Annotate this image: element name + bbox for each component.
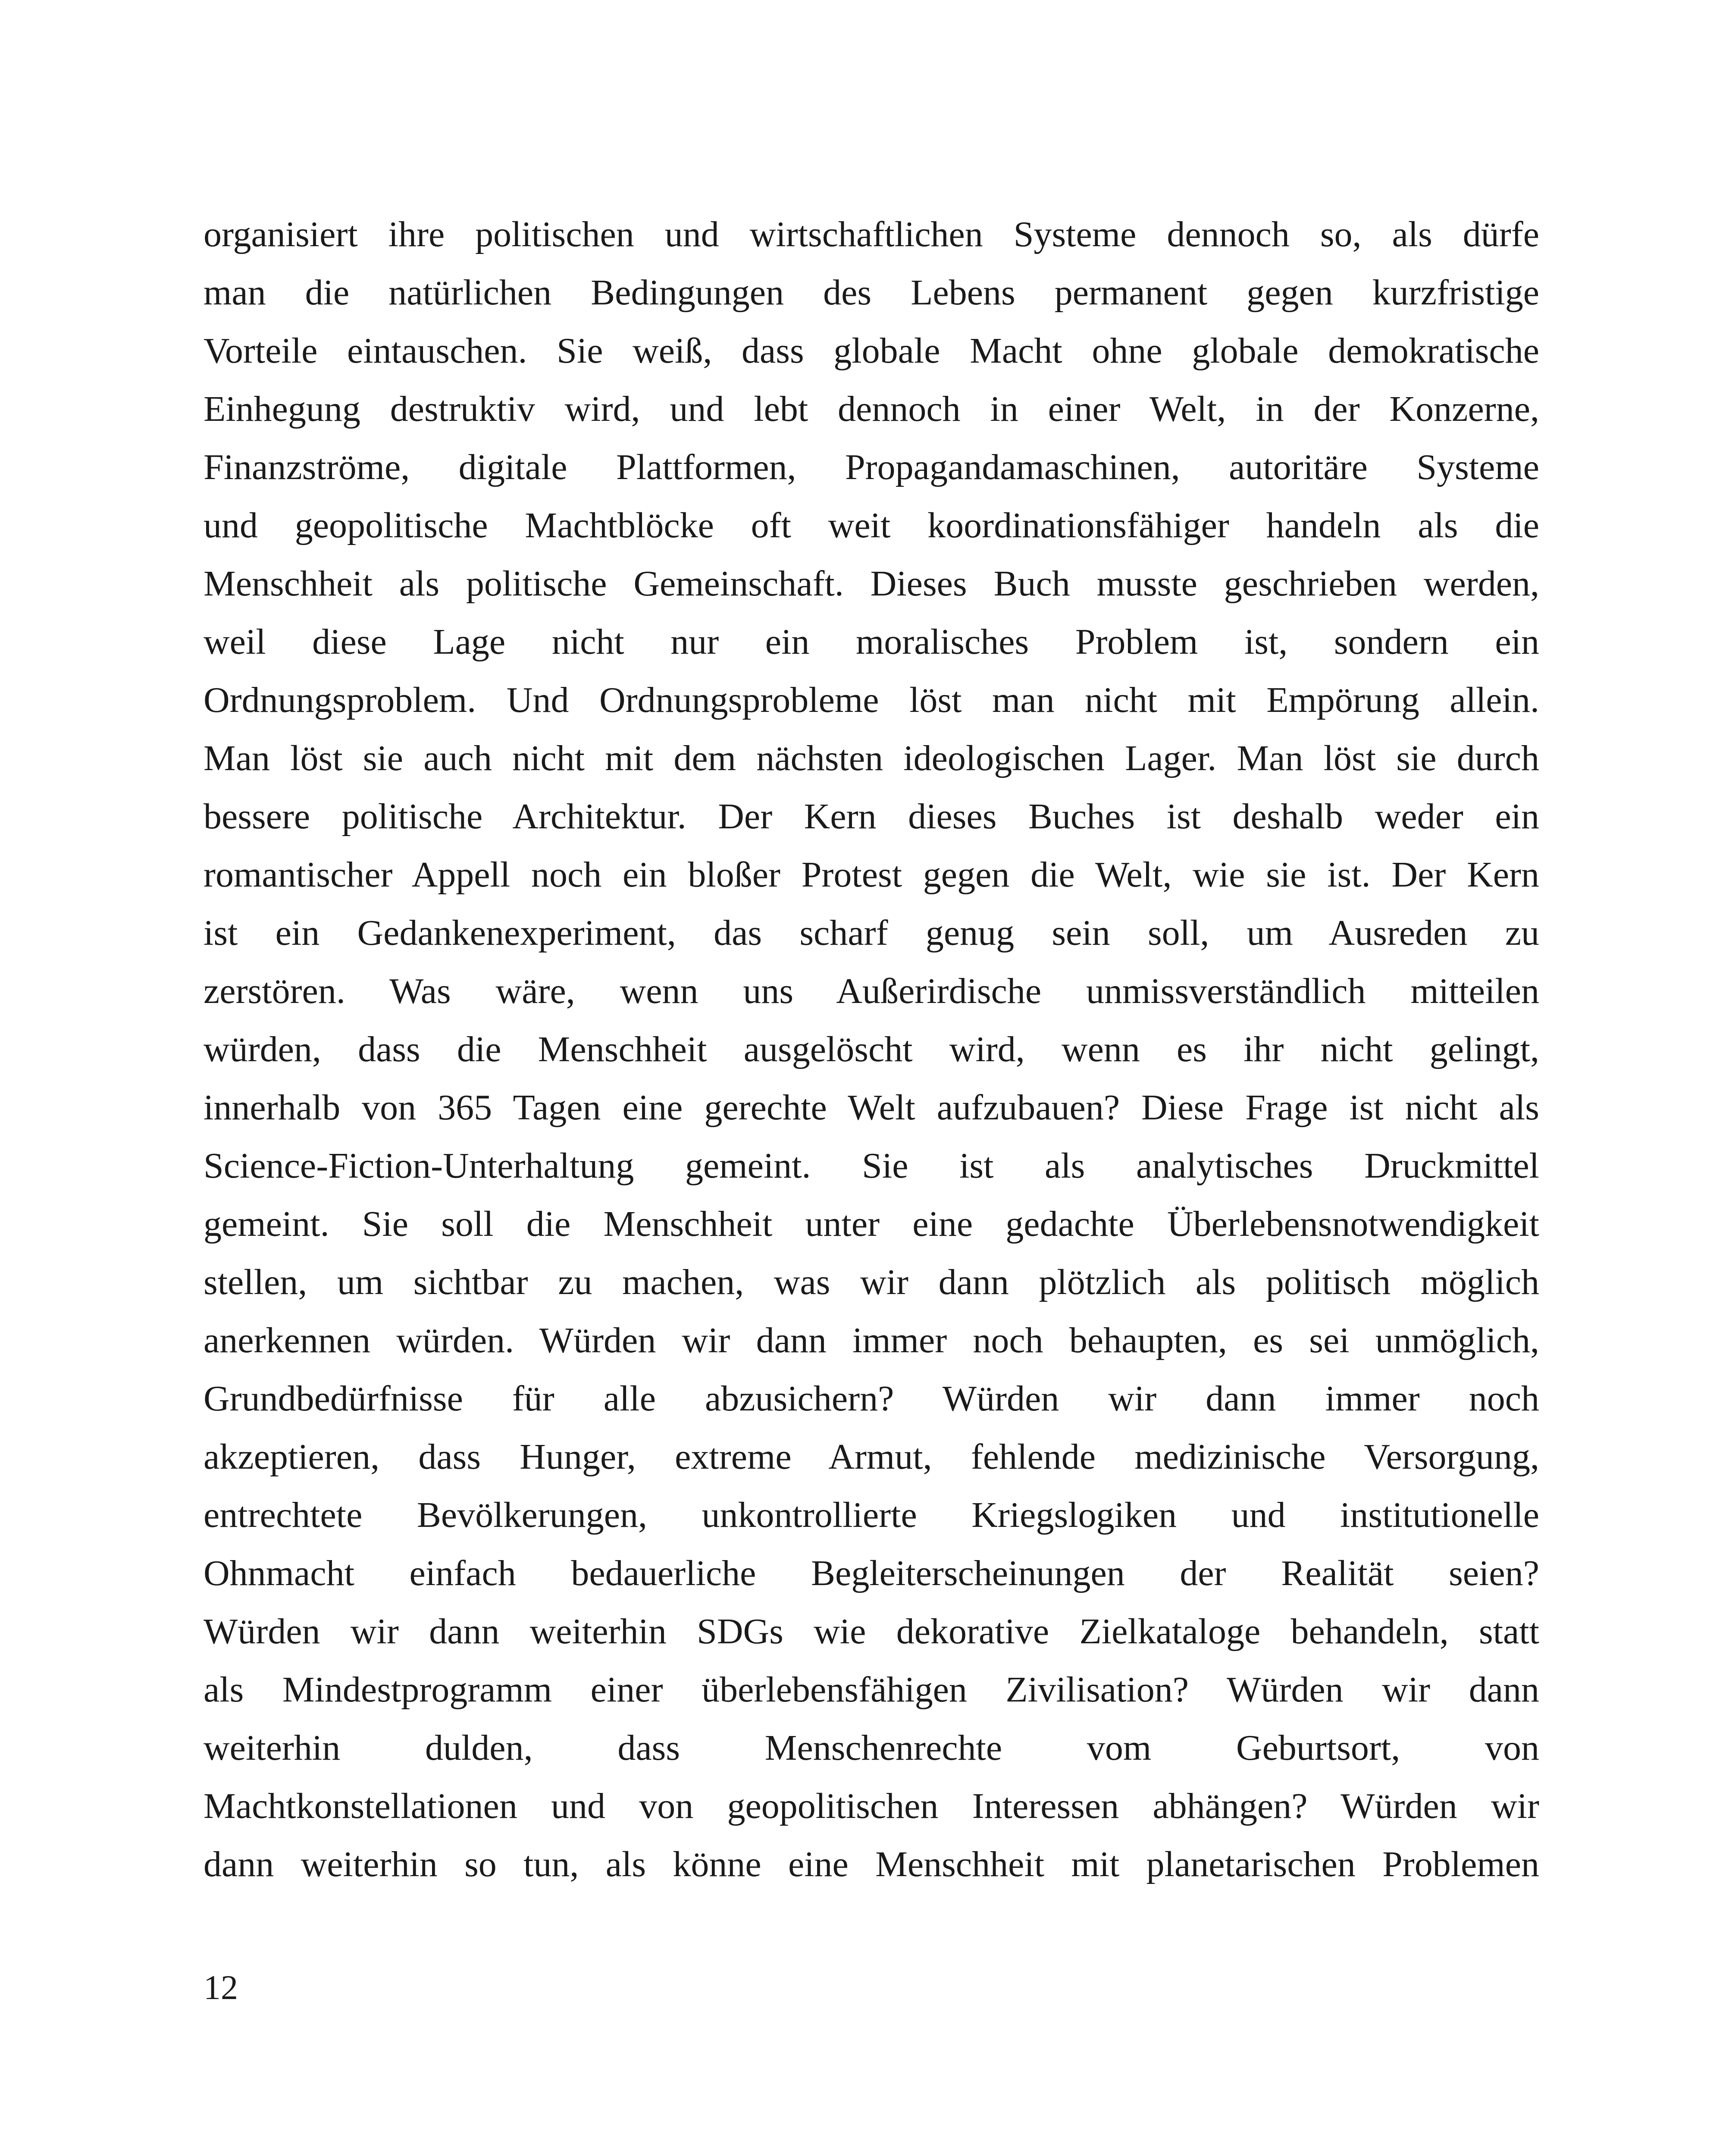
text-line: akzeptieren, dass Hunger, extreme Armut, fehlende medizinische Versorgung, (204, 1437, 1539, 1477)
text-line: bessere politische Architektur. Der Kern dieses Buches ist deshalb weder ein (204, 796, 1539, 837)
text-line: Grundbedürfnisse für alle abzusichern? Würden wir dann immer noch (204, 1379, 1539, 1419)
text-line: anerkennen würden. Würden wir dann immer noch behaupten, es sei unmöglich, (204, 1320, 1539, 1360)
text-line: Machtkonstellationen und von geopolitischen Interessen abhängen? Würden wir (204, 1786, 1539, 1826)
text-line: innerhalb von 365 Tagen eine gerechte Welt aufzubauen? Diese Frage ist nicht als (204, 1087, 1539, 1128)
text-line: Einhegung destruktiv wird, und lebt dennoch in einer Welt, in der Konzerne, (204, 389, 1539, 429)
text-line: ist ein Gedankenexperiment, das scharf genug sein soll, um Ausreden zu (204, 913, 1539, 953)
text-line: dann weiterhin so tun, als könne eine Menschheit mit planetarischen Problemen (204, 1844, 1539, 1884)
text-line: man die natürlichen Bedingungen des Lebens permanent gegen kurzfristige (204, 273, 1539, 313)
text-line: Finanzströme, digitale Plattformen, Propagandamaschinen, autoritäre Systeme (204, 447, 1539, 487)
body-text (204, 205, 1539, 1893)
text-line: weiterhin dulden, dass Menschenrechte vom Geburtsort, von (204, 1728, 1539, 1768)
text-line: Würden wir dann weiterhin SDGs wie dekorative Zielkataloge behandeln, statt (204, 1611, 1539, 1651)
text-line: zerstören. Was wäre, wenn uns Außerirdische unmissverständlich mitteilen (204, 971, 1539, 1011)
text-line: als Mindestprogramm einer überlebensfähigen Zivilisation? Würden wir dann (204, 1670, 1539, 1710)
text-line: Science-Fiction-Unterhaltung gemeint. Sie ist als analytisches Druckmittel (204, 1146, 1539, 1186)
text-line: Vorteile eintauschen. Sie weiß, dass globale Macht ohne globale demokratische (204, 331, 1539, 371)
text-line: stellen, um sichtbar zu machen, was wir dann plötzlich als politisch möglich (204, 1262, 1539, 1302)
text-line: weil diese Lage nicht nur ein moralisches Problem ist, sondern ein (204, 622, 1539, 662)
text-line: organisiert ihre politischen und wirtschaftlichen Systeme dennoch so, als dürfe (204, 214, 1539, 254)
text-line: Ohnmacht einfach bedauerliche Begleiterscheinungen der Realität seien? (204, 1553, 1539, 1593)
text-line: und geopolitische Machtblöcke oft weit koordinationsfähiger handeln als die (204, 505, 1539, 545)
text-line: würden, dass die Menschheit ausgelöscht wird, wenn es ihr nicht gelingt, (204, 1029, 1539, 1069)
text-line: Menschheit als politische Gemeinschaft. Dieses Buch musste geschrieben werden, (204, 564, 1539, 604)
text-line: Man löst sie auch nicht mit dem nächsten ideologischen Lager. Man löst sie durch (204, 738, 1539, 778)
text-line: entrechtete Bevölkerungen, unkontrollierte Kriegslogiken und institutionelle (204, 1495, 1539, 1535)
text-line: Ordnungsproblem. Und Ordnungsprobleme löst man nicht mit Empörung allein. (204, 680, 1539, 720)
text-line: gemeint. Sie soll die Menschheit unter eine gedachte Überlebensnotwendigkeit (204, 1204, 1539, 1244)
page-number: 12 (204, 1969, 238, 2007)
text-line: romantischer Appell noch ein bloßer Protest gegen die Welt, wie sie ist. Der Kern (204, 855, 1539, 895)
